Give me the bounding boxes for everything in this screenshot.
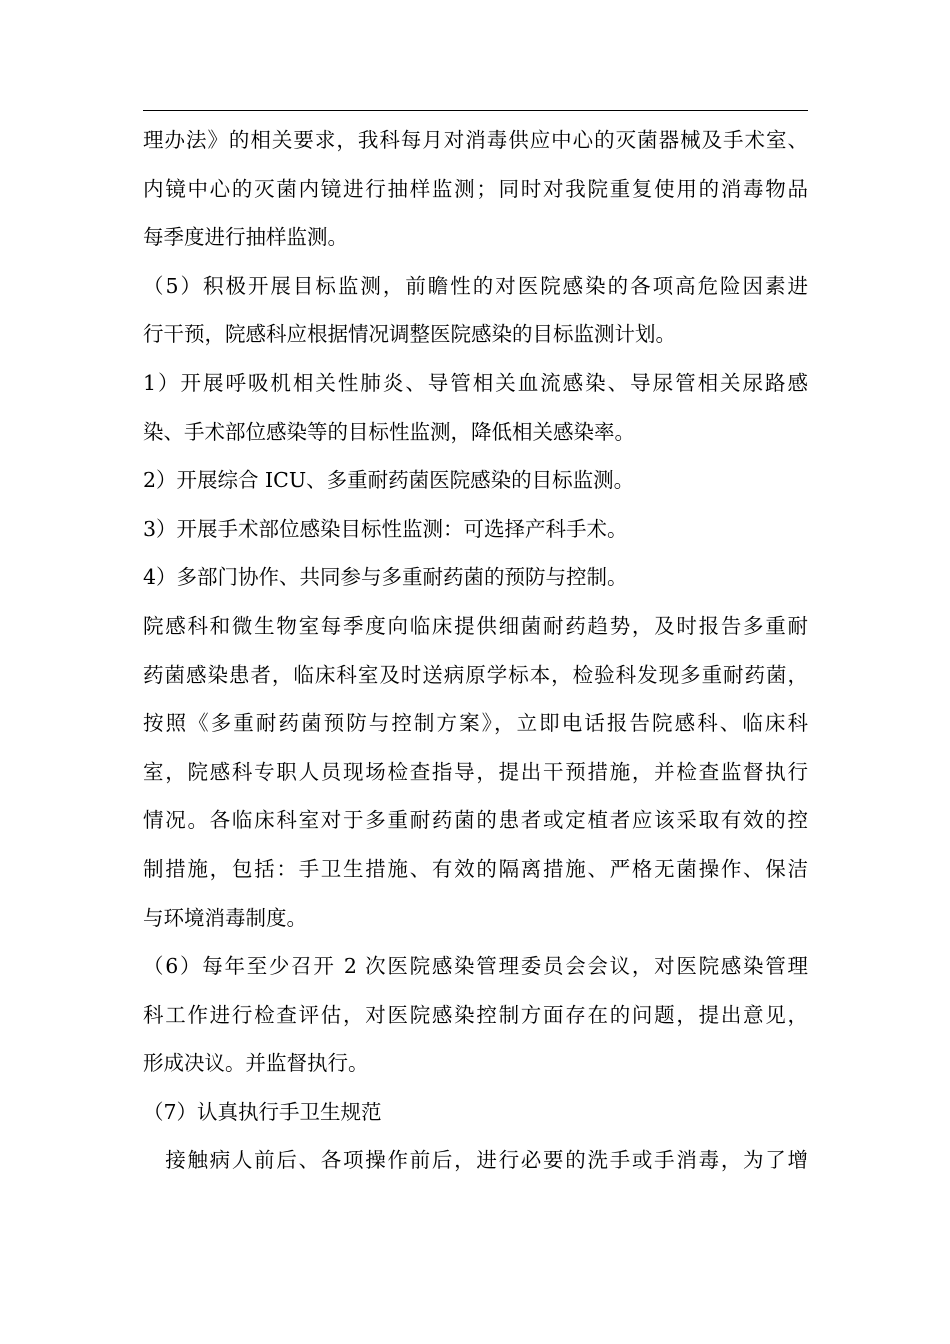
text-line: 3）开展手术部位感染目标性监测：可选择产科手术。: [143, 516, 628, 541]
text-line: 与环境消毒制度。: [143, 905, 307, 930]
document-body: [143, 116, 808, 1185]
text-line: 科工作进行检查评估，对医院感染控制方面存在的问题，提出意见，: [143, 1002, 808, 1027]
text-line: （7）认真执行手卫生规范: [143, 1099, 382, 1124]
text-line: 情况。各临床科室对于多重耐药菌的患者或定植者应该采取有效的控: [143, 808, 808, 833]
text-line: 内镜中心的灭菌内镜进行抽样监测；同时对我院重复使用的消毒物品: [143, 176, 808, 201]
text-line: 1）开展呼吸机相关性肺炎、导管相关血流感染、导尿管相关尿路感: [143, 370, 808, 395]
text-line: 按照《多重耐药菌预防与控制方案》，立即电话报告院感科、临床科: [143, 711, 808, 736]
text-line: 每季度进行抽样监测。: [143, 225, 348, 250]
text-line: 理办法》的相关要求，我科每月对消毒供应中心的灭菌器械及手术室、: [143, 128, 808, 152]
text-line: （6）每年至少召开 2 次医院感染管理委员会会议，对医院感染管理: [143, 954, 808, 979]
text-line: 院感科和微生物室每季度向临床提供细菌耐药趋势，及时报告多重耐: [143, 613, 808, 638]
header-rule: [143, 110, 808, 111]
text-line: 形成决议。并监督执行。: [143, 1051, 369, 1076]
text-line: 药菌感染患者，临床科室及时送病原学标本，检验科发现多重耐药菌，: [143, 662, 808, 687]
text-line: 4）多部门协作、共同参与多重耐药菌的预防与控制。: [143, 565, 628, 590]
text-line: 染、手术部位感染等的目标性监测，降低相关感染率。: [143, 419, 635, 444]
text-line: （5）积极开展目标监测，前瞻性的对医院感染的各项高危险因素进: [143, 273, 808, 298]
text-line: 行干预，院感科应根据情况调整医院感染的目标监测计划。: [143, 322, 676, 347]
text-line: 制措施，包括：手卫生措施、有效的隔离措施、严格无菌操作、保洁: [143, 856, 808, 881]
text-line: 室，院感科专职人员现场检查指导，提出干预措施，并检查监督执行: [143, 759, 808, 784]
text-line: 接触病人前后、各项操作前后，进行必要的洗手或手消毒，为了增: [143, 1148, 808, 1173]
text-line: 2）开展综合 ICU、多重耐药菌医院感染的目标监测。: [143, 468, 635, 493]
